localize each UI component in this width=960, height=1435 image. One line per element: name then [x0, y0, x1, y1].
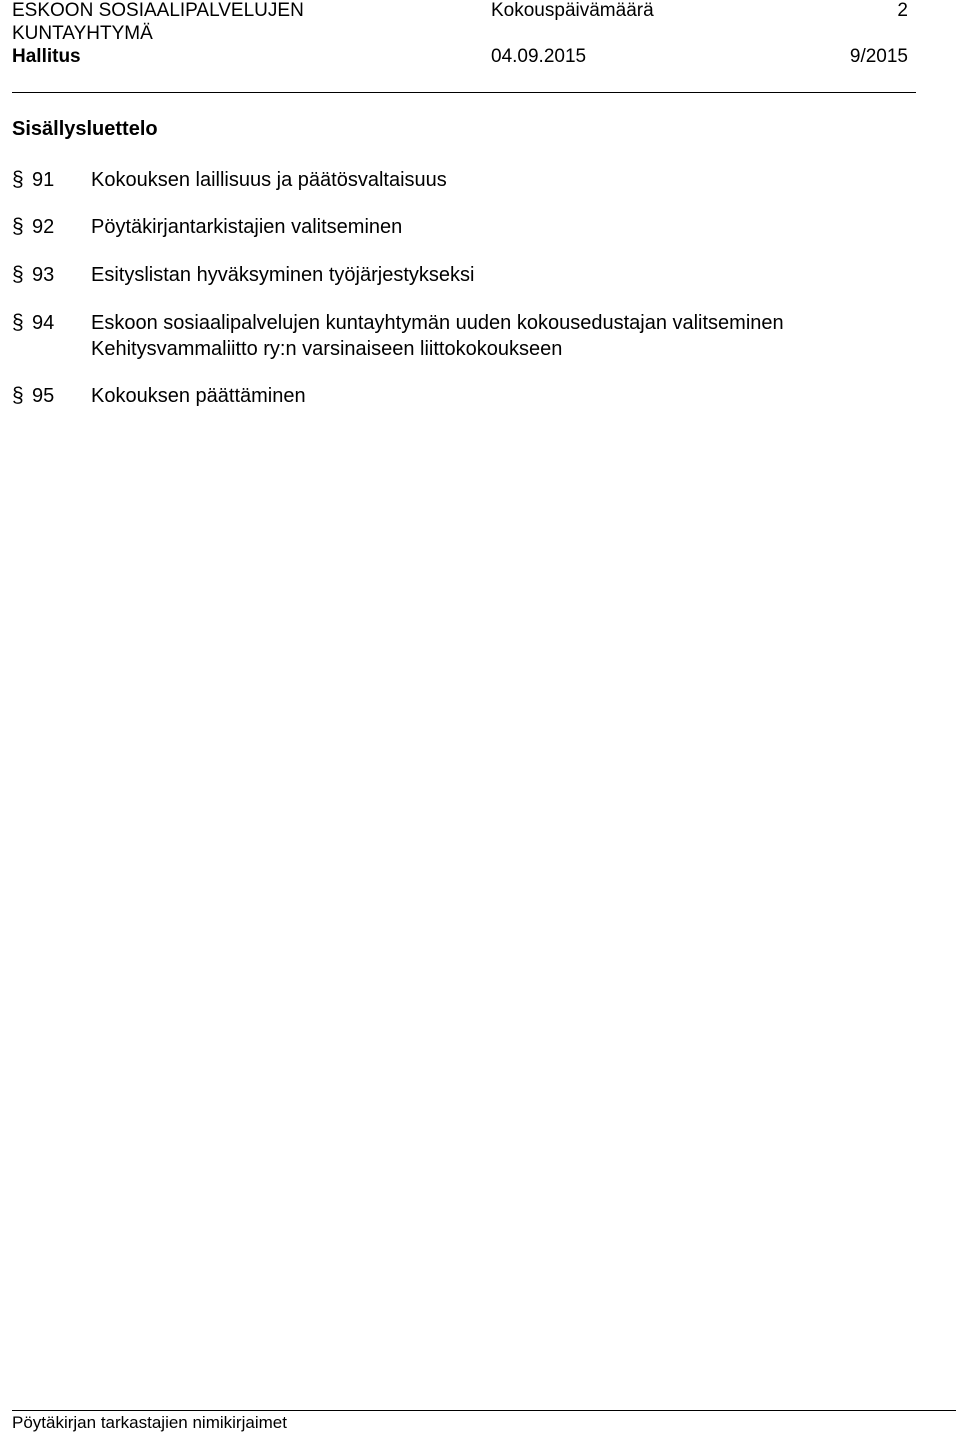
- toc-item: [12, 262, 475, 288]
- section-number: 93: [32, 264, 55, 286]
- section-title-line: Kehitysvammaliitto ry:n varsinaiseen liittokokoukseen: [91, 338, 563, 360]
- section-symbol: §: [12, 311, 24, 334]
- toc-item: [12, 214, 403, 240]
- meeting-date-label: Kokouspäivämäärä: [491, 0, 654, 21]
- section-symbol: §: [12, 215, 24, 238]
- section-symbol: §: [12, 384, 24, 407]
- section-title-line: Pöytäkirjantarkistajien valitseminen: [91, 216, 403, 238]
- section-title-line: Esityslistan hyväksyminen työjärjestykseksi: [91, 264, 475, 286]
- toc-item: [12, 167, 447, 193]
- section-number: 94: [32, 312, 55, 334]
- section-title: [91, 310, 784, 362]
- organization-name-line1: ESKOON SOSIAALIPALVELUJEN: [12, 0, 304, 21]
- organization-name-line2: KUNTAYHTYMÄ: [12, 23, 153, 44]
- section-title: [91, 167, 447, 193]
- section-title: [91, 214, 402, 240]
- page-number: 2: [897, 0, 908, 21]
- signature-initials-label: Pöytäkirjan tarkastajien nimikirjaimet: [12, 1413, 287, 1432]
- section-title-line: Kokouksen päättäminen: [91, 385, 306, 407]
- section-symbol: §: [12, 168, 24, 191]
- toc-item: [12, 310, 784, 360]
- section-symbol: §: [12, 263, 24, 286]
- toc-item: [12, 383, 306, 409]
- section-number: 92: [32, 216, 55, 238]
- toc-title: Sisällysluettelo: [12, 118, 158, 140]
- footer-divider: [12, 1410, 956, 1411]
- section-title: [91, 262, 474, 288]
- governing-body-name: Hallitus: [12, 46, 81, 67]
- section-number: 91: [32, 169, 55, 191]
- section-number: 95: [32, 385, 55, 407]
- meeting-number: 9/2015: [849, 46, 908, 67]
- section-title: [91, 383, 306, 409]
- section-title-line: Kokouksen laillisuus ja päätösvaltaisuus: [91, 169, 447, 191]
- meeting-date-value: 04.09.2015: [491, 46, 587, 67]
- header-divider: [12, 92, 916, 93]
- section-title-line: Eskoon sosiaalipalvelujen kuntayhtymän uuden kokousedustajan valitseminen: [91, 312, 784, 334]
